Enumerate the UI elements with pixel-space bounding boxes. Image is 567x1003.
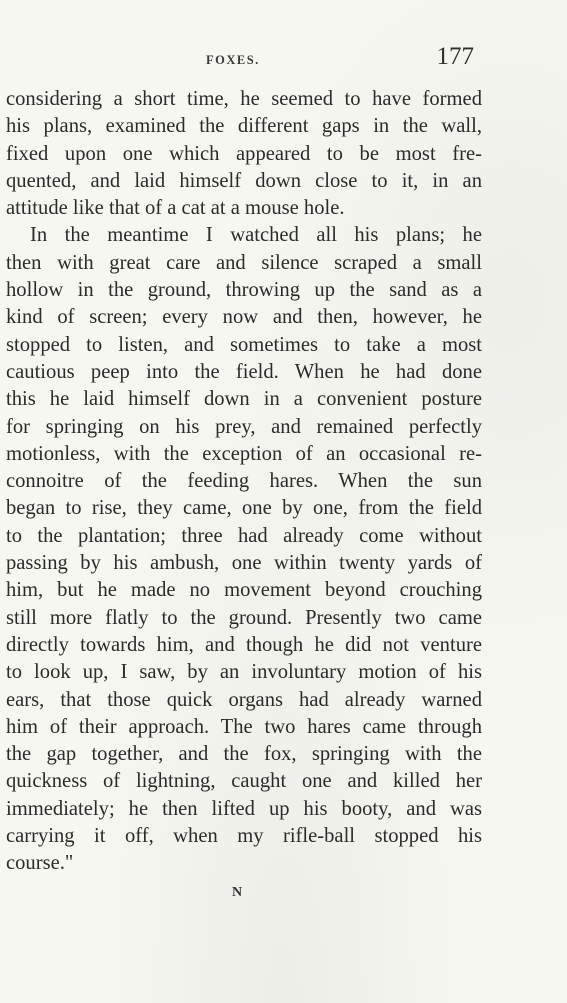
- text-line: fixed upon one which appeared to be most fre-: [6, 142, 482, 165]
- text-line: immediately; he then lifted up his booty, and was: [6, 797, 482, 820]
- text-line: still more flatly to the ground. Presently two came: [6, 606, 482, 629]
- text-line: attitude like that of a cat at a mouse hole.: [6, 197, 345, 220]
- text-line: carrying it off, when my rifle-ball stopped his: [6, 825, 482, 848]
- text-line: hollow in the ground, throwing up the sand as a: [6, 279, 482, 302]
- text-line: his plans, examined the different gaps in the wall,: [6, 115, 482, 138]
- text-line: connoitre of the feeding hares. When the sun: [6, 470, 482, 493]
- text-line: cautious peep into the field. When he had done: [6, 360, 482, 383]
- text-line: course.": [6, 852, 74, 875]
- text-line: considering a short time, he seemed to have formed: [6, 88, 482, 110]
- text-line: passing by his ambush, one within twenty yards of: [6, 552, 482, 575]
- text-line: kind of screen; every now and then, however, he: [6, 306, 482, 329]
- running-title: FOXES.: [206, 53, 260, 67]
- running-head: [6, 43, 474, 73]
- text-line: stopped to listen, and sometimes to take a most: [6, 333, 482, 356]
- text-line: ears, that those quick organs had already warned: [6, 688, 482, 711]
- text-line: quented, and laid himself down close to it, in an: [6, 169, 482, 192]
- text-line: the gap together, and the fox, springing with the: [6, 743, 482, 766]
- text-line: began to rise, they came, one by one, from the field: [6, 497, 482, 520]
- text-line: to the plantation; three had already come without: [6, 524, 482, 547]
- text-line: for springing on his prey, and remained perfectly: [6, 415, 482, 438]
- text-line: motionless, with the exception of an occasional re-: [6, 442, 482, 465]
- page-number: 177: [436, 43, 474, 70]
- text-line: to look up, I saw, by an involuntary motion of his: [6, 661, 482, 684]
- text-line: him, but he made no movement beyond crouching: [6, 579, 482, 602]
- text-line: directly towards him, and though he did not venture: [6, 633, 482, 656]
- text-line: this he laid himself down in a convenient posture: [6, 388, 482, 411]
- signature-mark: N: [232, 885, 243, 900]
- paragraph-start-line: In the meantime I watched all his plans; he: [30, 224, 482, 247]
- text-line: quickness of lightning, caught one and killed her: [6, 770, 482, 793]
- text-line: him of their approach. The two hares came through: [6, 715, 482, 738]
- body-text: [6, 86, 482, 878]
- text-line: then with great care and silence scraped a small: [6, 251, 482, 274]
